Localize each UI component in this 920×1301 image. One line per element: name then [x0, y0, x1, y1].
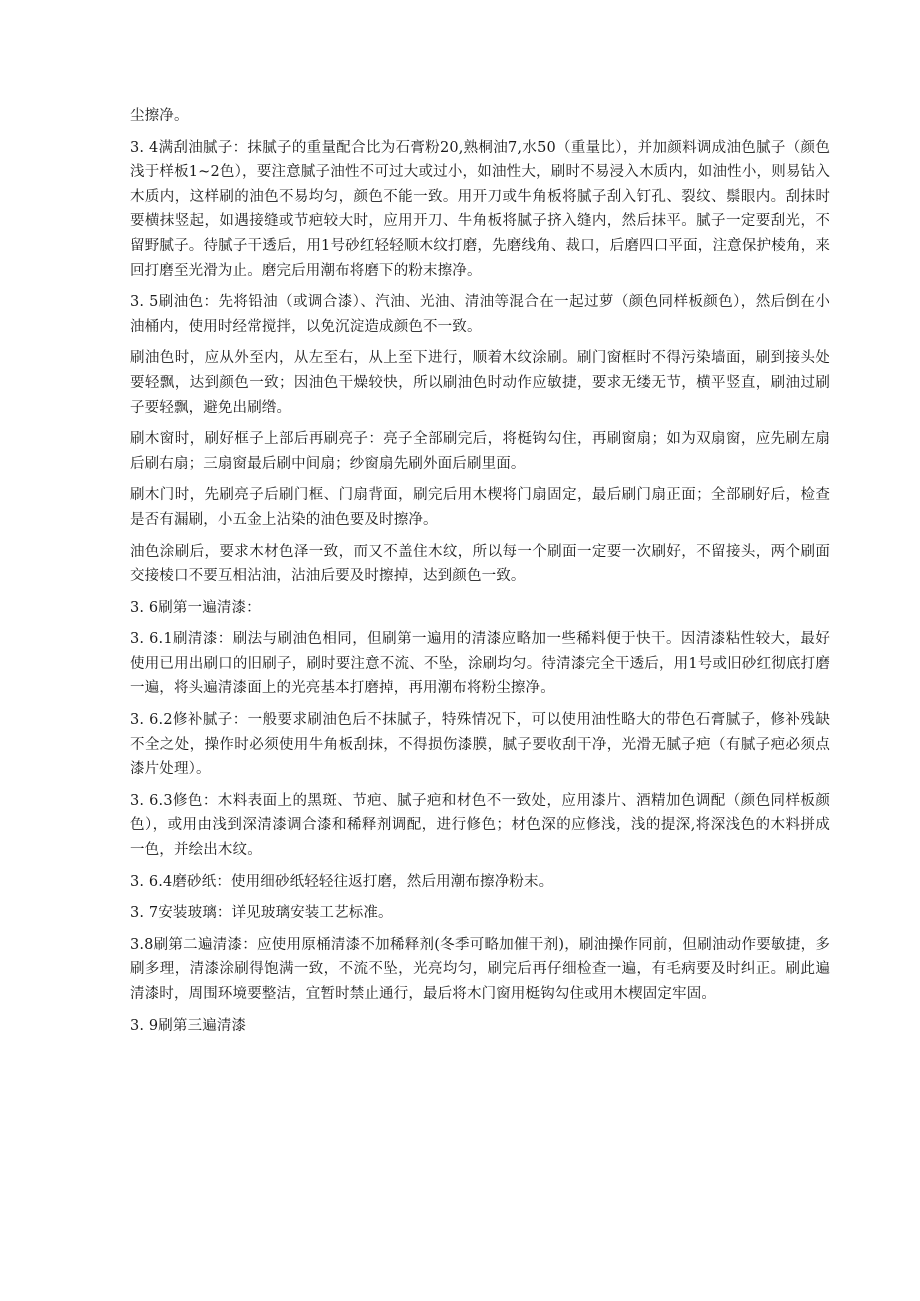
paragraph-3-7-glass: 3. 7安装玻璃：详见玻璃安装工艺标准。 — [130, 905, 393, 922]
paragraph-oil-color-result: 油色涂刷后，要求木材色泽一致，而又不盖住木纹，所以每一个刷面一定要一次刷好，不留接头，两个刷面交接棱口不要互相沾油，沾油后要及时擦掉，达到颜色一致。 — [130, 543, 830, 585]
paragraph-3-6-1-varnish: 3. 6.1刷清漆：刷法与刷油色相同，但刷第一遍用的清漆应略加一些稀料便于快干。因清漆粘性较大，最好使用已用出刷口的旧刷子，刷时要注意不流、不坠，涂刷均匀。待清漆完全干透后，用1号或旧砂红彻底打磨一遍，将头遍清漆面上的光亮基本打磨掉，再用潮布将粉尘擦净。 — [130, 631, 830, 697]
paragraph-dust-clean: 尘擦净。 — [130, 108, 189, 124]
paragraph-oil-color-method: 刷油色时，应从外至内，从左至右，从上至下进行，顺着木纹涂刷。刷门窗框时不得污染墙面，刷到接头处要轻飘，达到颜色一致；因油色干燥较快，所以刷油色时动作应敏捷，要求无缕无节，横平竖直，刷油过刷子要轻飘，避免出刷绺。 — [130, 350, 830, 416]
paragraph-3-6-4-sanding: 3. 6.4磨砂纸：使用细砂纸轻轻往返打磨，然后用潮布擦净粉末。 — [130, 873, 554, 890]
paragraph-3-6-3-color-fix: 3. 6.3修色：木料表面上的黑斑、节疤、腻子疤和材色不一致处，应用漆片、酒精加色调配（颜色同样板颜色），或用由浅到深清漆调合漆和稀释剂调配，进行修色；材色深的应修浅，浅的提深,将深浅色的木料拼成一色，并绘出木纹。 — [130, 792, 830, 859]
paragraph-3-6-2-putty-repair: 3. 6.2修补腻子：一般要求刷油色后不抹腻子，特殊情况下，可以使用油性略大的带色石膏腻子，修补残缺不全之处，操作时必须使用牛角板刮抹，不得损伤漆膜，腻子要收刮干净，光滑无腻子疤（有腻子疤必须点漆片处理）。 — [130, 712, 830, 778]
paragraph-wood-door: 刷木门时，先刷亮子后刷门框、门扇背面，刷完后用木楔将门扇固定，最后刷门扇正面；全部刷好后，检查是否有漏刷，小五金上沾染的油色要及时擦净。 — [130, 487, 830, 528]
paragraph-wood-window: 刷木窗时，刷好框子上部后再刷亮子：亮子全部刷完后，将梃钩勾住，再刷窗扇；如为双扇窗，应先刷左扇后刷右扇；三扇窗最后刷中间扇；纱窗扇先刷外面后刷里面。 — [130, 431, 830, 472]
paragraph-3-9-third-varnish: 3. 9刷第三遍清漆 — [130, 1017, 247, 1034]
paragraph-3-4-putty: 3. 4满刮油腻子：抹腻子的重量配合比为石膏粉20,熟桐油7,水50（重量比），并加颜料调成油色腻子（颜色浅于样板1~2色），要注意腻子油性不可过大或过小，如油性大，刷时不易浸入木质内，如油性小，则易钻入木质内，这样刷的油色不易均匀，颜色不能一致。用开刀或牛角板将腻子刮入钉孔、裂纹、鬃眼内。刮抹时要横抹竖起，如遇接缝或节疤较大时，应用开刀、牛角板将腻子挤入缝内，然后抹平。腻子一定要刮光，不留野腻子。待腻子干透后，用1号砂红轻轻顺木纹打磨，先磨线角、裁口，后磨四口平面，注意保护棱角，来回打磨至光滑为止。磨完后用潮布将磨下的粉末擦净。 — [130, 139, 830, 279]
paragraph-3-5-oil-color: 3. 5刷油色：先将铅油（或调合漆）、汽油、光油、清油等混合在一起过萝（颜色同样板颜色），然后倒在小油桶内，使用时经常搅拌，以免沉淀造成颜色不一致。 — [130, 294, 830, 335]
document-body — [130, 104, 830, 1045]
paragraph-3-6-heading: 3. 6刷第一遍清漆： — [130, 599, 261, 616]
paragraph-3-8-second-varnish: 3.8刷第二遍清漆：应使用原桶清漆不加稀释剂(冬季可略加催干剂)，刷油操作同前，但刷油动作要敏捷，多刷多理，清漆涂刷得饱满一致，不流不坠，光亮均匀，刷完后再仔细检查一遍，有毛病要及时纠正。刷此遍清漆时，周围环境要整洁，宜暂时禁止通行，最后将木门窗用梃钩勾住或用木楔固定牢固。 — [130, 936, 830, 1002]
